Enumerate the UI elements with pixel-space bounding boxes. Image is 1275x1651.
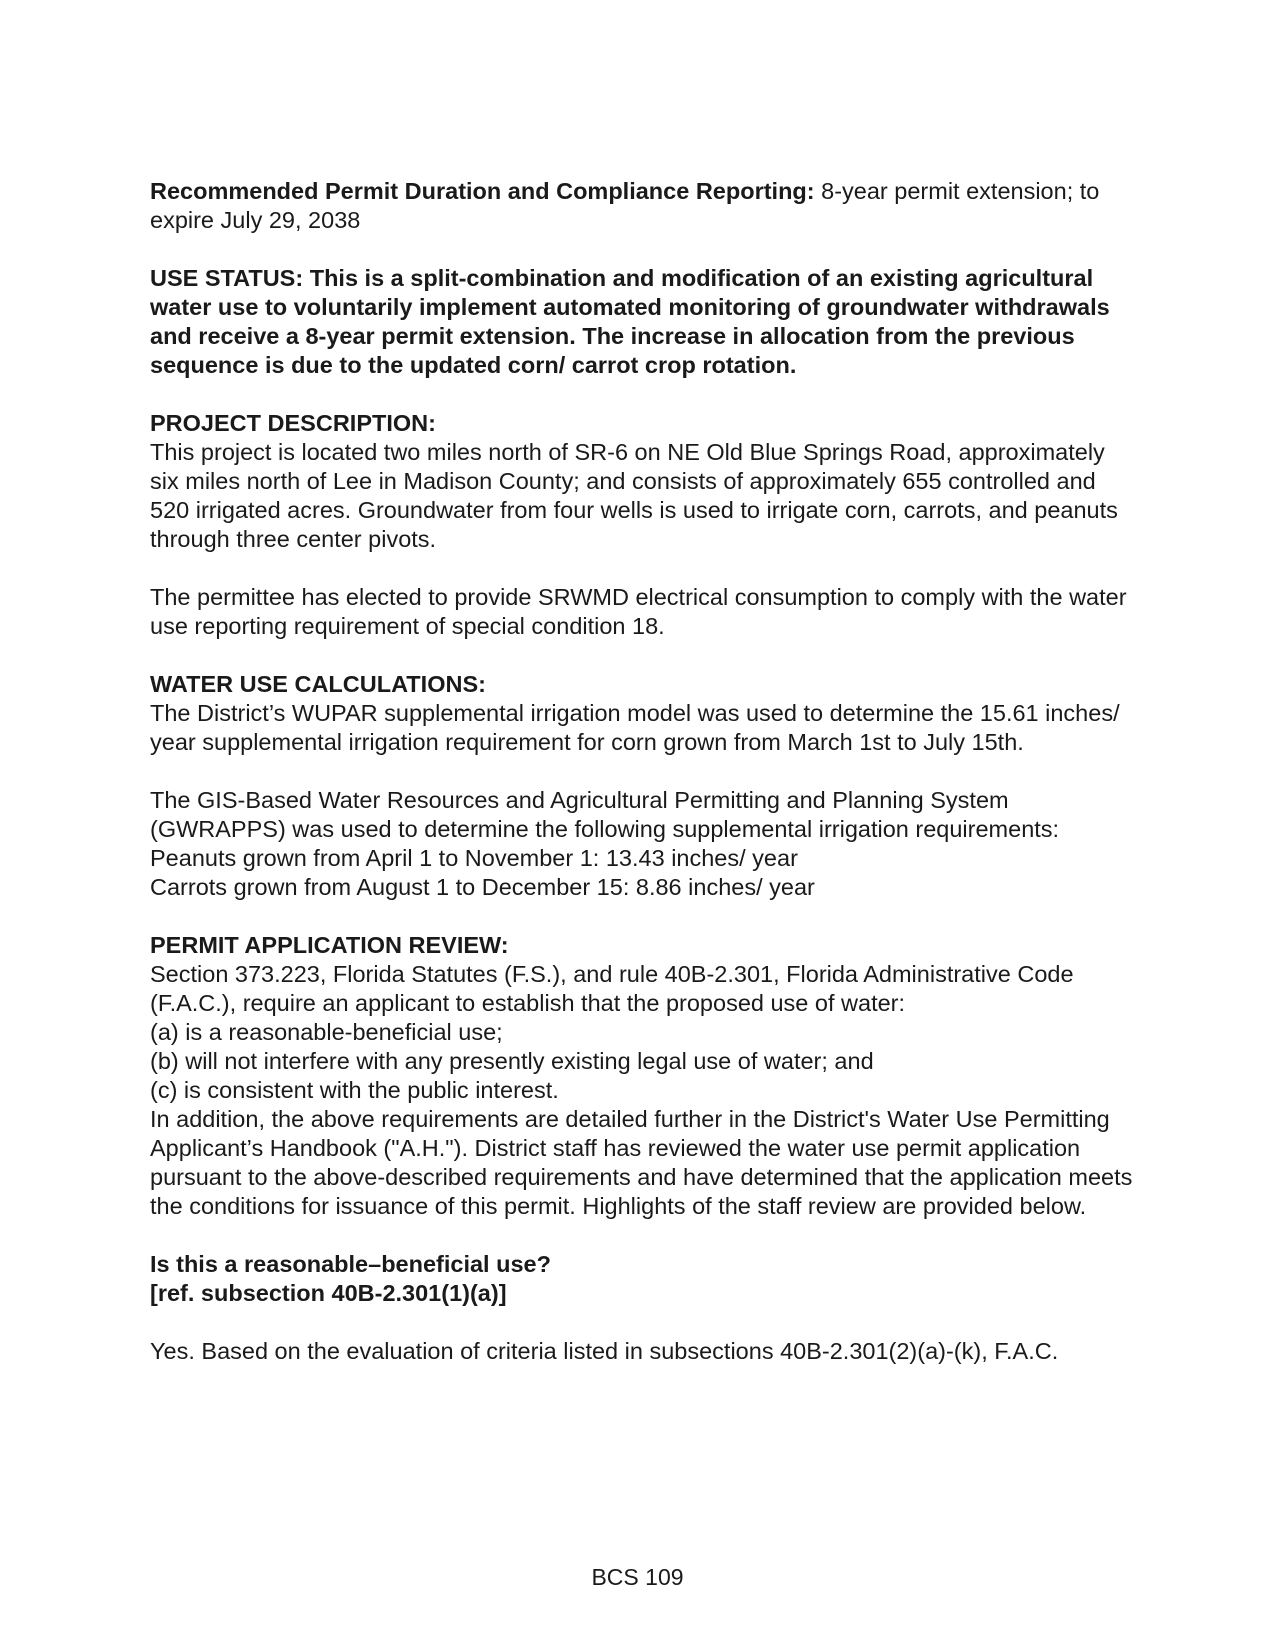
gwrapps-paragraph xyxy=(150,786,1135,902)
gwrapps-intro: The GIS-Based Water Resources and Agricultural Permitting and Planning System (GWRAPPS) was used to determine the following supplemental irrigation requirements: xyxy=(150,787,1060,842)
question-answer: Yes. Based on the evaluation of criteria listed in subsections 40B-2.301(2)(a)-(k), F.A.C. xyxy=(150,1338,1059,1364)
review-item-b: (b) will not interfere with any presently existing legal use of water; and xyxy=(150,1048,874,1074)
permit-duration-label: Recommended Permit Duration and Compliance Reporting: xyxy=(150,178,815,204)
review-item-a: (a) is a reasonable-beneficial use; xyxy=(150,1019,503,1045)
review-section xyxy=(150,960,1135,1221)
question-ref: [ref. subsection 40B-2.301(1)(a)] xyxy=(150,1280,507,1306)
wupar-paragraph: The District’s WUPAR supplemental irrigation model was used to determine the 15.61 inches/ year supplemental irrigation requirement for corn grown from March 1st to July 15th. xyxy=(150,700,1120,755)
permit-application-review-heading: PERMIT APPLICATION REVIEW: xyxy=(150,932,509,958)
page-number-label: BCS 109 xyxy=(591,1564,684,1590)
question-title: Is this a reasonable–beneficial use? xyxy=(150,1251,551,1277)
page-footer xyxy=(0,1563,1275,1592)
review-closing: In addition, the above requirements are detailed further in the District's Water Use Permitting Applicant’s Handbook ("A.H."). District staff has reviewed the water use permit application pursuant to the above-described requirements and have determined that the application meets the conditions for issuance of this permit. Highlights of the staff review are provided below. xyxy=(150,1106,1133,1219)
reasonable-beneficial-question xyxy=(150,1250,1135,1308)
water-use-calculations-heading: WATER USE CALCULATIONS: xyxy=(150,671,486,697)
document-page xyxy=(150,177,1135,1366)
review-item-c: (c) is consistent with the public interest. xyxy=(150,1077,559,1103)
project-description-paragraph: This project is located two miles north of SR-6 on NE Old Blue Springs Road, approximately six miles north of Lee in Madison County; and consists of approximately 655 controlled and 520 irrigated acres. Groundwater from four wells is used to irrigate corn, carrots, and peanuts through three center pivots. xyxy=(150,439,1118,552)
permit-duration-text: 8-year permit extension; to expire July 29, 2038 xyxy=(150,178,1100,233)
peanuts-requirement: Peanuts grown from April 1 to November 1: 13.43 inches/ year xyxy=(150,845,798,871)
permit-duration-paragraph xyxy=(150,177,1135,235)
electrical-consumption-paragraph: The permittee has elected to provide SRWMD electrical consumption to comply with the water use reporting requirement of special condition 18. xyxy=(150,584,1127,639)
use-status-paragraph: USE STATUS: This is a split-combination and modification of an existing agricultural water use to voluntarily implement automated monitoring of groundwater withdrawals and receive a 8-year permit extension. The increase in allocation from the previous sequence is due to the updated corn/ carrot crop rotation. xyxy=(150,265,1110,378)
review-intro: Section 373.223, Florida Statutes (F.S.), and rule 40B-2.301, Florida Administrative Code (F.A.C.), require an applicant to establish that the proposed use of water: xyxy=(150,961,1074,1016)
project-description-heading: PROJECT DESCRIPTION: xyxy=(150,410,436,436)
carrots-requirement: Carrots grown from August 1 to December 15: 8.86 inches/ year xyxy=(150,874,815,900)
